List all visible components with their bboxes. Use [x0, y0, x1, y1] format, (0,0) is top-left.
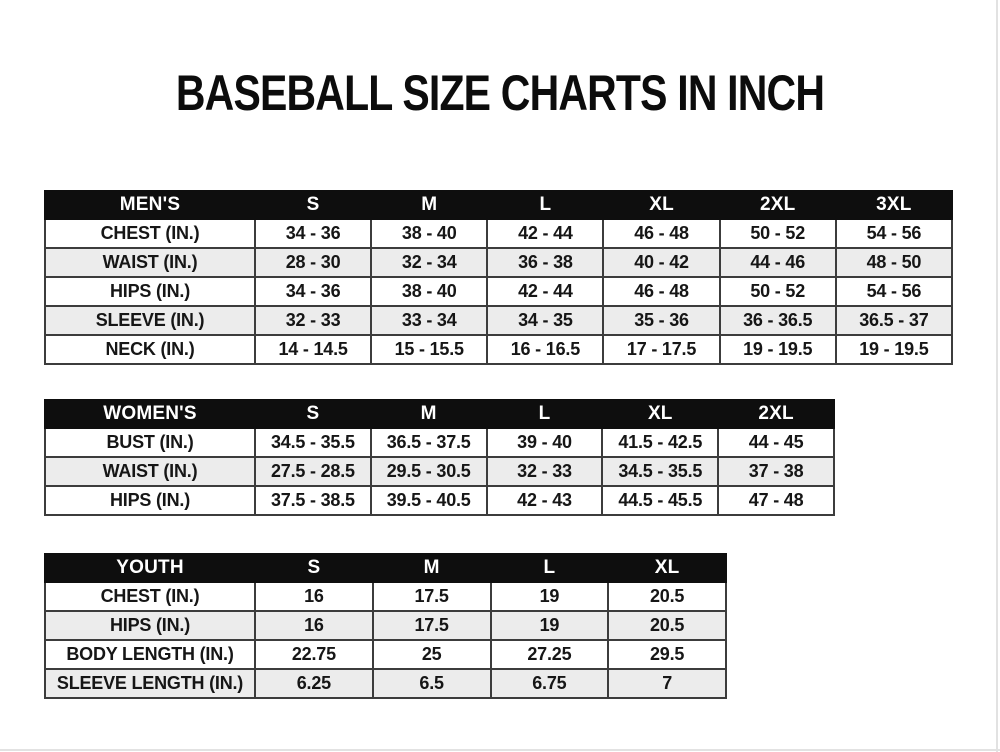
- size-column-header: 2XL: [718, 400, 834, 428]
- measurement-row: [45, 640, 726, 669]
- size-value-cell: 16: [255, 611, 373, 640]
- size-value-cell: 50 - 52: [720, 219, 836, 248]
- row-label: CHEST (IN.): [45, 219, 255, 248]
- size-value-cell: 6.25: [255, 669, 373, 698]
- size-value-cell: 14 - 14.5: [255, 335, 371, 364]
- measurement-row: [45, 428, 834, 457]
- size-value-cell: 19: [491, 582, 609, 611]
- size-value-cell: 48 - 50: [836, 248, 952, 277]
- size-value-cell: 19 - 19.5: [720, 335, 836, 364]
- size-value-cell: 35 - 36: [603, 306, 719, 335]
- size-value-cell: 17 - 17.5: [603, 335, 719, 364]
- size-column-header: XL: [608, 554, 726, 582]
- size-value-cell: 39.5 - 40.5: [371, 486, 487, 515]
- youth-size-table: [44, 553, 727, 699]
- size-column-header: L: [487, 400, 603, 428]
- size-column-header: S: [255, 191, 371, 219]
- measurement-row: [45, 486, 834, 515]
- row-label: CHEST (IN.): [45, 582, 255, 611]
- size-column-header: 2XL: [720, 191, 836, 219]
- womens-size-table: [44, 399, 835, 516]
- size-value-cell: 32 - 33: [255, 306, 371, 335]
- measurement-row: [45, 219, 952, 248]
- size-value-cell: 20.5: [608, 582, 726, 611]
- size-value-cell: 28 - 30: [255, 248, 371, 277]
- scan-edge-artifact-bottom: [0, 749, 1000, 751]
- size-value-cell: 47 - 48: [718, 486, 834, 515]
- size-value-cell: 32 - 34: [371, 248, 487, 277]
- measurement-row: [45, 306, 952, 335]
- size-column-header: S: [255, 554, 373, 582]
- size-value-cell: 34 - 35: [487, 306, 603, 335]
- size-value-cell: 36 - 38: [487, 248, 603, 277]
- size-column-header: M: [373, 554, 491, 582]
- size-value-cell: 29.5 - 30.5: [371, 457, 487, 486]
- size-value-cell: 25: [373, 640, 491, 669]
- womens-group-header: WOMEN'S: [45, 400, 255, 428]
- size-value-cell: 36 - 36.5: [720, 306, 836, 335]
- size-value-cell: 34 - 36: [255, 219, 371, 248]
- measurement-row: [45, 335, 952, 364]
- size-value-cell: 42 - 44: [487, 277, 603, 306]
- size-value-cell: 38 - 40: [371, 219, 487, 248]
- size-value-cell: 42 - 43: [487, 486, 603, 515]
- size-column-header: 3XL: [836, 191, 952, 219]
- size-value-cell: 34.5 - 35.5: [602, 457, 718, 486]
- mens-group-header: MEN'S: [45, 191, 255, 219]
- size-column-header: L: [487, 191, 603, 219]
- youth-size-table-section: [44, 553, 727, 699]
- size-column-header: L: [491, 554, 609, 582]
- size-column-header: XL: [602, 400, 718, 428]
- size-value-cell: 39 - 40: [487, 428, 603, 457]
- page-title: BASEBALL SIZE CHARTS IN INCH: [175, 65, 825, 121]
- size-value-cell: 7: [608, 669, 726, 698]
- size-value-cell: 42 - 44: [487, 219, 603, 248]
- size-column-header: S: [255, 400, 371, 428]
- size-value-cell: 41.5 - 42.5: [602, 428, 718, 457]
- measurement-row: [45, 582, 726, 611]
- size-value-cell: 27.25: [491, 640, 609, 669]
- row-label: WAIST (IN.): [45, 248, 255, 277]
- size-value-cell: 16 - 16.5: [487, 335, 603, 364]
- size-value-cell: 22.75: [255, 640, 373, 669]
- size-value-cell: 17.5: [373, 582, 491, 611]
- size-value-cell: 6.75: [491, 669, 609, 698]
- size-column-header: M: [371, 400, 487, 428]
- size-value-cell: 44 - 45: [718, 428, 834, 457]
- size-column-header: XL: [603, 191, 719, 219]
- size-value-cell: 50 - 52: [720, 277, 836, 306]
- size-value-cell: 34 - 36: [255, 277, 371, 306]
- size-value-cell: 20.5: [608, 611, 726, 640]
- size-value-cell: 27.5 - 28.5: [255, 457, 371, 486]
- header-row: [45, 400, 834, 428]
- size-value-cell: 6.5: [373, 669, 491, 698]
- row-label: HIPS (IN.): [45, 277, 255, 306]
- size-value-cell: 54 - 56: [836, 277, 952, 306]
- size-value-cell: 44.5 - 45.5: [602, 486, 718, 515]
- size-value-cell: 44 - 46: [720, 248, 836, 277]
- size-value-cell: 36.5 - 37: [836, 306, 952, 335]
- size-value-cell: 46 - 48: [603, 219, 719, 248]
- row-label: BUST (IN.): [45, 428, 255, 457]
- row-label: NECK (IN.): [45, 335, 255, 364]
- measurement-row: [45, 611, 726, 640]
- size-value-cell: 37 - 38: [718, 457, 834, 486]
- size-value-cell: 54 - 56: [836, 219, 952, 248]
- row-label: SLEEVE (IN.): [45, 306, 255, 335]
- size-value-cell: 37.5 - 38.5: [255, 486, 371, 515]
- size-value-cell: 38 - 40: [371, 277, 487, 306]
- row-label: WAIST (IN.): [45, 457, 255, 486]
- mens-size-table: [44, 190, 953, 365]
- size-value-cell: 34.5 - 35.5: [255, 428, 371, 457]
- size-column-header: M: [371, 191, 487, 219]
- size-value-cell: 40 - 42: [603, 248, 719, 277]
- size-value-cell: 15 - 15.5: [371, 335, 487, 364]
- row-label: HIPS (IN.): [45, 611, 255, 640]
- measurement-row: [45, 277, 952, 306]
- measurement-row: [45, 248, 952, 277]
- row-label: HIPS (IN.): [45, 486, 255, 515]
- size-value-cell: 17.5: [373, 611, 491, 640]
- size-value-cell: 32 - 33: [487, 457, 603, 486]
- size-value-cell: 29.5: [608, 640, 726, 669]
- size-value-cell: 19 - 19.5: [836, 335, 952, 364]
- measurement-row: [45, 457, 834, 486]
- header-row: [45, 191, 952, 219]
- measurement-row: [45, 669, 726, 698]
- size-value-cell: 33 - 34: [371, 306, 487, 335]
- size-value-cell: 46 - 48: [603, 277, 719, 306]
- size-value-cell: 36.5 - 37.5: [371, 428, 487, 457]
- mens-size-table-section: [44, 190, 953, 365]
- size-value-cell: 19: [491, 611, 609, 640]
- header-row: [45, 554, 726, 582]
- row-label: BODY LENGTH (IN.): [45, 640, 255, 669]
- youth-group-header: YOUTH: [45, 554, 255, 582]
- womens-size-table-section: [44, 399, 835, 516]
- row-label: SLEEVE LENGTH (IN.): [45, 669, 255, 698]
- scan-edge-artifact-right: [996, 0, 998, 752]
- size-value-cell: 16: [255, 582, 373, 611]
